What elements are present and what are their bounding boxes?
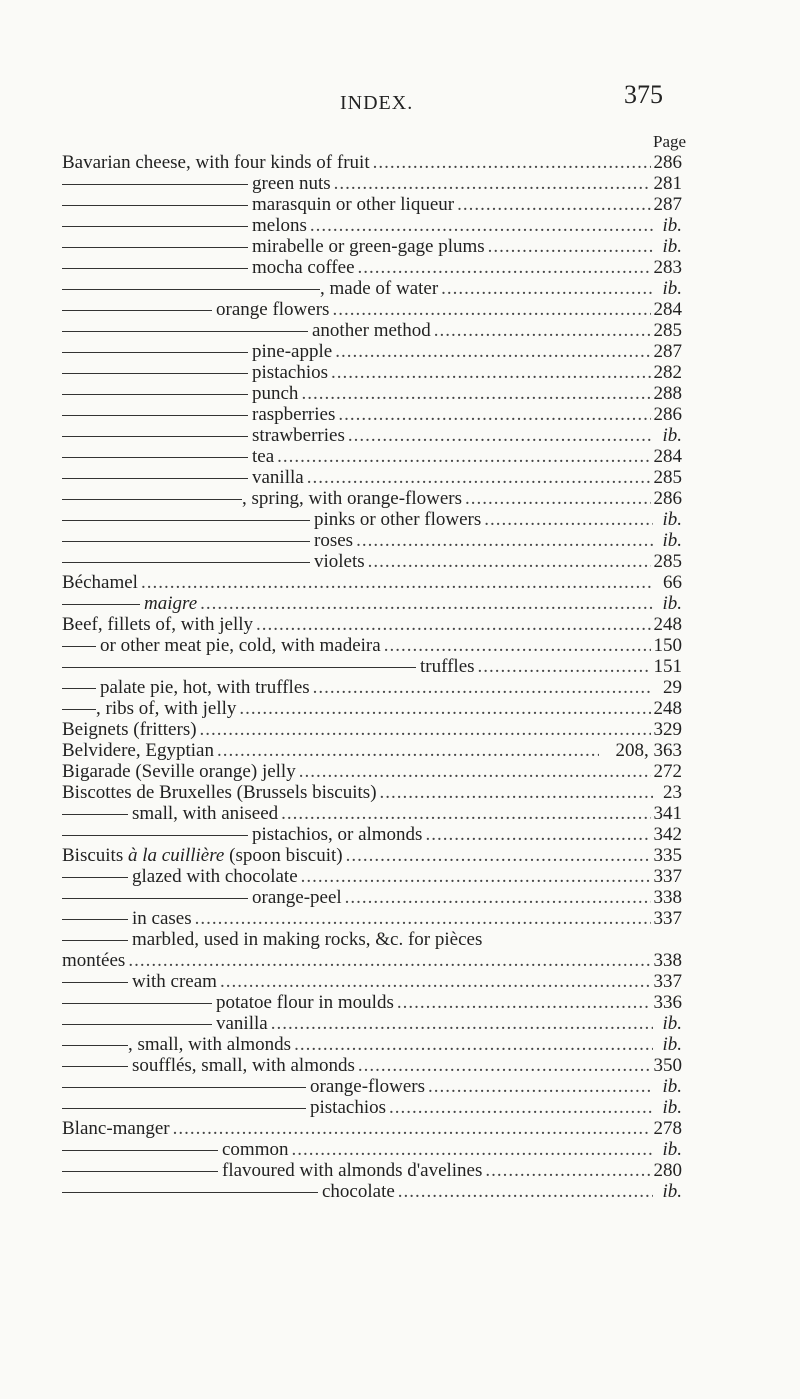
- entry-text-part: (spoon biscuit): [224, 845, 343, 866]
- entry-page: 208, 363: [615, 740, 682, 761]
- entry-text: violets: [314, 551, 365, 572]
- index-entry: [62, 1160, 682, 1181]
- index-entry: [62, 656, 682, 677]
- leader-dots: [277, 446, 650, 467]
- entry-page: ib.: [662, 425, 682, 446]
- entry-text: pine-apple: [252, 341, 333, 362]
- entry-page: 281: [653, 173, 682, 194]
- entry-page: ib.: [662, 593, 682, 614]
- entry-page: ib.: [662, 215, 682, 236]
- ditto-rule: [62, 1150, 218, 1151]
- leader-dots: [358, 1055, 651, 1076]
- entry-text: pistachios: [310, 1097, 386, 1118]
- ditto-rule: [62, 373, 248, 374]
- index-entry: [62, 1076, 682, 1097]
- entry-text: Biscottes de Bruxelles (Brussels biscuits): [62, 782, 377, 803]
- index-entry: [62, 635, 682, 656]
- leader-dots: [478, 656, 651, 677]
- entry-page: 338: [653, 950, 682, 971]
- leader-dots: [389, 1097, 653, 1118]
- leader-dots: [373, 152, 651, 173]
- index-entry: [62, 530, 682, 551]
- leader-dots: [292, 1139, 654, 1160]
- entry-text: mocha coffee: [252, 257, 355, 278]
- index-entry: [62, 215, 682, 236]
- ditto-rule: [62, 835, 248, 836]
- entry-text: flavoured with almonds d'avelines: [222, 1160, 483, 1181]
- entry-text: orange-peel: [252, 887, 342, 908]
- leader-dots: [217, 740, 599, 761]
- leader-dots: [301, 383, 650, 404]
- entry-text: vanilla: [252, 467, 304, 488]
- entry-page: 151: [653, 656, 682, 677]
- ditto-rule: [62, 982, 128, 983]
- ditto-rule: [62, 898, 248, 899]
- leader-dots: [425, 824, 650, 845]
- entry-page: 272: [653, 761, 682, 782]
- ditto-rule: [62, 709, 96, 710]
- ditto-rule: [62, 1003, 212, 1004]
- index-entry: [62, 1181, 682, 1202]
- entry-text: , ribs of, with jelly: [96, 698, 237, 719]
- index-entry: [62, 320, 682, 341]
- leader-dots: [334, 173, 651, 194]
- leader-dots: [271, 1013, 653, 1034]
- leader-dots: [488, 236, 653, 257]
- leader-dots: [301, 866, 651, 887]
- ditto-rule: [62, 604, 140, 605]
- leader-dots: [384, 635, 651, 656]
- entry-text: tea: [252, 446, 275, 467]
- entry-text: raspberries: [252, 404, 336, 425]
- entry-text: pistachios: [252, 362, 328, 383]
- entry-text: , made of water: [320, 278, 439, 299]
- index-entry: [62, 929, 682, 950]
- index-entry: [62, 173, 682, 194]
- entry-page: 287: [653, 194, 682, 215]
- entry-text: green nuts: [252, 173, 331, 194]
- entry-page: 288: [653, 383, 682, 404]
- entry-page: ib.: [662, 509, 682, 530]
- entry-text: truffles: [420, 656, 475, 677]
- index-entry: [62, 551, 682, 572]
- entry-text: Bavarian cheese, with four kinds of fruit: [62, 152, 370, 173]
- ditto-rule: [62, 352, 248, 353]
- index-entry: [62, 782, 682, 803]
- leader-dots: [281, 803, 650, 824]
- entry-text: Bigarade (Seville orange) jelly: [62, 761, 296, 782]
- index-entry: [62, 1055, 682, 1076]
- index-entry: [62, 1034, 682, 1055]
- entry-page: ib.: [662, 1181, 682, 1202]
- leader-dots: [428, 1076, 653, 1097]
- leader-dots: [484, 509, 653, 530]
- ditto-rule: [62, 1066, 128, 1067]
- entry-page: ib.: [662, 278, 682, 299]
- page-column-label: Page: [653, 132, 687, 151]
- entry-text: small, with aniseed: [132, 803, 279, 824]
- entry-text: mirabelle or green-gage plums: [252, 236, 485, 257]
- index-entry: [62, 887, 682, 908]
- ditto-rule: [62, 520, 310, 521]
- index-entry: [62, 1013, 682, 1034]
- leader-dots: [335, 341, 650, 362]
- index-entry: [62, 824, 682, 845]
- leader-dots: [485, 1160, 650, 1181]
- leader-dots: [465, 488, 650, 509]
- index-entry: [62, 992, 682, 1013]
- ditto-rule: [62, 1087, 306, 1088]
- entry-page: 337: [653, 908, 682, 929]
- entry-text: Blanc-manger: [62, 1118, 170, 1139]
- entry-page: 286: [653, 404, 682, 425]
- index-entry: [62, 1139, 682, 1160]
- entry-text: another method: [312, 320, 431, 341]
- entry-text: orange-flowers: [310, 1076, 426, 1097]
- leader-dots: [331, 362, 651, 383]
- entry-text: Béchamel: [62, 572, 138, 593]
- leader-dots: [141, 572, 653, 593]
- running-head: INDEX.: [340, 92, 414, 114]
- entry-text: marasquin or other liqueur: [252, 194, 455, 215]
- leader-dots: [332, 299, 650, 320]
- leader-dots: [457, 194, 650, 215]
- entry-page: 66: [663, 572, 682, 593]
- entry-page: ib.: [662, 1034, 682, 1055]
- ditto-rule: [62, 226, 248, 227]
- entry-text: [62, 845, 343, 866]
- ditto-rule: [62, 331, 308, 332]
- ditto-rule: [62, 499, 242, 500]
- ditto-rule: [62, 184, 248, 185]
- entry-text: roses: [314, 530, 354, 551]
- page-number: 375: [624, 80, 663, 109]
- leader-dots: [338, 404, 650, 425]
- entry-page: 338: [653, 887, 682, 908]
- ditto-rule: [62, 415, 248, 416]
- entry-page: 284: [653, 446, 682, 467]
- index-entry: [62, 404, 682, 425]
- leader-dots: [345, 887, 651, 908]
- index-entry: [62, 761, 682, 782]
- ditto-rule: [62, 919, 128, 920]
- index-entry: [62, 572, 682, 593]
- entry-page: 278: [653, 1118, 682, 1139]
- index-entry: [62, 866, 682, 887]
- index-entry: [62, 677, 682, 698]
- ditto-rule: [62, 247, 248, 248]
- leader-dots: [346, 845, 651, 866]
- leader-dots: [398, 1181, 653, 1202]
- entry-page: 342: [653, 824, 682, 845]
- entry-page: 283: [653, 257, 682, 278]
- leader-dots: [239, 698, 650, 719]
- leader-dots: [256, 614, 650, 635]
- index-entry: [62, 257, 682, 278]
- entry-text: glazed with chocolate: [132, 866, 298, 887]
- entry-text: maigre: [144, 593, 198, 614]
- entry-page: ib.: [662, 1013, 682, 1034]
- entry-text: marbled, used in making rocks, &c. for pièces: [132, 929, 483, 950]
- ditto-rule: [62, 457, 248, 458]
- index-entry: [62, 341, 682, 362]
- ditto-rule: [62, 562, 310, 563]
- ditto-rule: [62, 814, 128, 815]
- entry-page: 248: [653, 698, 682, 719]
- leader-dots: [441, 278, 653, 299]
- ditto-rule: [62, 1045, 128, 1046]
- index-entry: [62, 467, 682, 488]
- entry-text-italic: à la cuillière: [127, 845, 225, 866]
- ditto-rule: [62, 205, 248, 206]
- leader-dots: [380, 782, 653, 803]
- ditto-rule: [62, 541, 310, 542]
- leader-dots: [397, 992, 651, 1013]
- entry-text: palate pie, hot, with truffles: [100, 677, 310, 698]
- entry-page: 335: [653, 845, 682, 866]
- leader-dots: [310, 215, 653, 236]
- leader-dots: [294, 1034, 653, 1055]
- leader-dots: [128, 950, 650, 971]
- index-entry: [62, 971, 682, 992]
- entry-page: 329: [653, 719, 682, 740]
- leader-dots: [299, 761, 651, 782]
- entry-text: chocolate: [322, 1181, 395, 1202]
- index-entry: [62, 152, 682, 173]
- index-entry: [62, 425, 682, 446]
- entry-page: 280: [653, 1160, 682, 1181]
- index-entry: [62, 719, 682, 740]
- entry-text: potatoe flour in moulds: [216, 992, 394, 1013]
- entry-page: 150: [653, 635, 682, 656]
- ditto-rule: [62, 268, 248, 269]
- index-entry: [62, 845, 682, 866]
- ditto-rule: [62, 877, 128, 878]
- index-entry: [62, 908, 682, 929]
- index-entry: [62, 593, 682, 614]
- entry-page: ib.: [662, 1097, 682, 1118]
- index-entry: [62, 1097, 682, 1118]
- index-entry: [62, 278, 682, 299]
- ditto-rule: [62, 667, 416, 668]
- ditto-rule: [62, 688, 96, 689]
- entry-text: Beignets (fritters): [62, 719, 197, 740]
- leader-dots: [358, 257, 651, 278]
- leader-dots: [348, 425, 653, 446]
- index-entry: [62, 488, 682, 509]
- ditto-rule: [62, 310, 212, 311]
- entry-page: ib.: [662, 1139, 682, 1160]
- entry-page: 286: [653, 488, 682, 509]
- entry-page: ib.: [662, 236, 682, 257]
- entry-page: 285: [653, 551, 682, 572]
- entry-text: pistachios, or almonds: [252, 824, 423, 845]
- index-entry: [62, 698, 682, 719]
- index-entry: [62, 299, 682, 320]
- leader-dots: [195, 908, 651, 929]
- leader-dots: [307, 467, 651, 488]
- entry-text: orange flowers: [216, 299, 330, 320]
- entry-page: 284: [653, 299, 682, 320]
- entry-text: Belvidere, Egyptian: [62, 740, 214, 761]
- ditto-rule: [62, 436, 248, 437]
- ditto-rule: [62, 646, 96, 647]
- entry-page: 337: [653, 971, 682, 992]
- index-entry: [62, 614, 682, 635]
- leader-dots: [220, 971, 651, 992]
- index-entry: [62, 509, 682, 530]
- ditto-rule: [62, 1024, 212, 1025]
- leader-dots: [368, 551, 651, 572]
- leader-dots: [200, 593, 653, 614]
- leader-dots: [434, 320, 651, 341]
- index-entry: [62, 803, 682, 824]
- entry-page: 285: [653, 467, 682, 488]
- index-entry: [62, 446, 682, 467]
- entry-text-part: Biscuits: [62, 845, 128, 866]
- leader-dots: [173, 1118, 651, 1139]
- entry-text: pinks or other flowers: [314, 509, 482, 530]
- entry-text: montées: [62, 950, 126, 971]
- entry-page: 29: [663, 677, 682, 698]
- index-entry: [62, 236, 682, 257]
- entry-text: punch: [252, 383, 299, 404]
- ditto-rule: [62, 478, 248, 479]
- entry-text: vanilla: [216, 1013, 268, 1034]
- entry-text: , small, with almonds: [128, 1034, 292, 1055]
- entry-page: 341: [653, 803, 682, 824]
- entry-page: 286: [653, 152, 682, 173]
- entry-text: with cream: [132, 971, 217, 992]
- index-entry: [62, 1118, 682, 1139]
- entry-page: 248: [653, 614, 682, 635]
- entry-page: 285: [653, 320, 682, 341]
- ditto-rule: [62, 1108, 306, 1109]
- entry-page: ib.: [662, 1076, 682, 1097]
- entry-text: strawberries: [252, 425, 345, 446]
- entry-text: Beef, fillets of, with jelly: [62, 614, 254, 635]
- leader-dots: [313, 677, 653, 698]
- index-entry-continuation: [62, 950, 682, 971]
- entry-page: 287: [653, 341, 682, 362]
- leader-dots: [200, 719, 651, 740]
- ditto-rule: [62, 940, 128, 941]
- leader-dots: [356, 530, 653, 551]
- ditto-rule: [62, 289, 320, 290]
- ditto-rule: [62, 1192, 318, 1193]
- index-entries: [62, 152, 682, 1202]
- entry-page: 282: [653, 362, 682, 383]
- entry-page: 350: [653, 1055, 682, 1076]
- index-entry: [62, 383, 682, 404]
- index-entry: [62, 194, 682, 215]
- entry-text: in cases: [132, 908, 192, 929]
- entry-text: soufflés, small, with almonds: [132, 1055, 355, 1076]
- entry-text: melons: [252, 215, 307, 236]
- entry-page: 23: [663, 782, 682, 803]
- ditto-rule: [62, 1171, 218, 1172]
- entry-page: ib.: [662, 530, 682, 551]
- entry-text: common: [222, 1139, 289, 1160]
- index-entry: [62, 740, 682, 761]
- entry-page: 337: [653, 866, 682, 887]
- entry-page: 336: [653, 992, 682, 1013]
- entry-text: , spring, with orange-flowers: [242, 488, 463, 509]
- index-entry: [62, 362, 682, 383]
- ditto-rule: [62, 394, 248, 395]
- entry-text: or other meat pie, cold, with madeira: [100, 635, 381, 656]
